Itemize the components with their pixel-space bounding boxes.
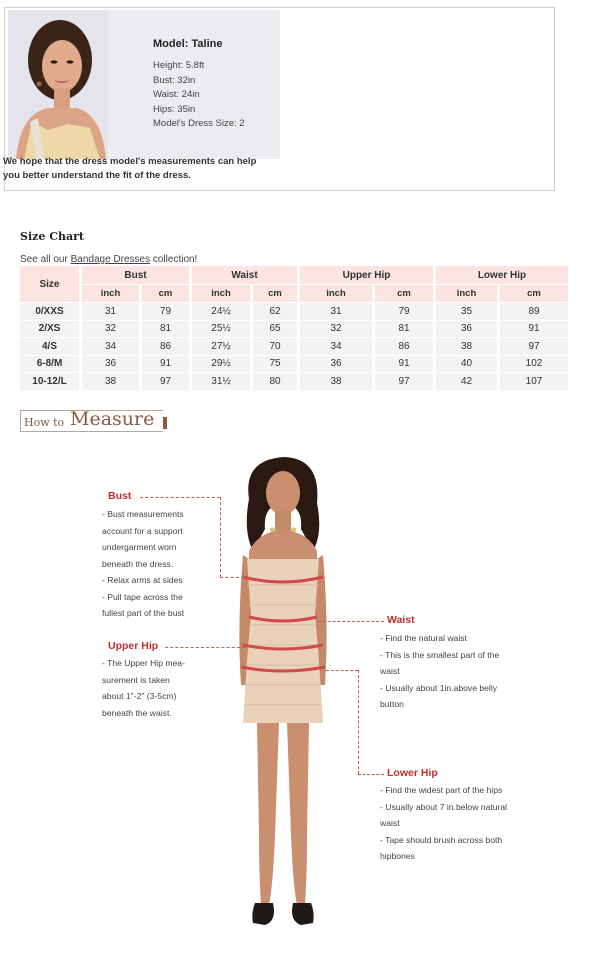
lower-hip-leader-line bbox=[326, 670, 358, 671]
table-cell: 97 bbox=[375, 372, 436, 390]
size-cell: 0/XXS bbox=[20, 302, 82, 320]
bust-leader-line-vertical bbox=[220, 497, 221, 577]
list-item: undergarment worn bbox=[102, 542, 177, 552]
table-cell: 24½ bbox=[192, 302, 253, 320]
list-item: - This is the smallest part of the bbox=[380, 649, 500, 660]
unit-header: inch bbox=[82, 284, 142, 302]
table-cell: 91 bbox=[375, 355, 436, 373]
waist-label-title: Waist bbox=[387, 614, 415, 626]
how-to-measure-heading bbox=[20, 410, 163, 432]
table-cell: 36 bbox=[300, 355, 375, 373]
table-cell: 107 bbox=[500, 372, 571, 390]
table-cell: 42 bbox=[436, 372, 500, 390]
table-row bbox=[20, 337, 571, 355]
waist-leader-line bbox=[318, 621, 384, 622]
list-item: - Find the natural waist bbox=[380, 633, 467, 643]
lower-hip-instructions bbox=[380, 782, 507, 865]
table-cell: 27½ bbox=[192, 337, 253, 355]
table-cell: 62 bbox=[253, 302, 300, 320]
table-cell: 81 bbox=[375, 320, 436, 338]
model-note bbox=[3, 155, 273, 183]
table-cell: 36 bbox=[436, 320, 500, 338]
bust-label-title: Bust bbox=[108, 490, 132, 502]
list-item: - Relax arms at sides bbox=[102, 575, 183, 585]
size-cell: 6-8/M bbox=[20, 355, 82, 373]
table-cell: 29½ bbox=[192, 355, 253, 373]
table-row bbox=[20, 302, 571, 320]
list-item: - Tape should brush across both bbox=[380, 834, 503, 845]
table-cell: 34 bbox=[82, 337, 142, 355]
table-cell: 79 bbox=[375, 302, 436, 320]
model-waist: Waist: 24in bbox=[153, 89, 200, 100]
unit-header: cm bbox=[500, 284, 571, 302]
lower-hip-group-header: Lower Hip bbox=[436, 266, 571, 284]
table-cell: 31½ bbox=[192, 372, 253, 390]
unit-header: cm bbox=[253, 284, 300, 302]
bust-leader-line-end bbox=[220, 577, 250, 578]
list-item: - Find the widest part of the hips bbox=[380, 785, 503, 795]
size-cell: 4/S bbox=[20, 337, 82, 355]
bandage-dresses-link[interactable]: Bandage Dresses bbox=[70, 254, 151, 265]
table-cell: 86 bbox=[142, 337, 192, 355]
waist-group-header: Waist bbox=[192, 266, 300, 284]
table-cell: 75 bbox=[253, 355, 300, 373]
list-item: about 1"-2" (3-5cm) bbox=[102, 691, 177, 701]
model-stats bbox=[153, 59, 245, 132]
table-cell: 91 bbox=[142, 355, 192, 373]
how-to-text: How to bbox=[24, 416, 65, 429]
list-item: - The Upper Hip mea- bbox=[102, 658, 185, 668]
table-cell: 36 bbox=[82, 355, 142, 373]
upper-hip-label-title: Upper Hip bbox=[108, 640, 159, 652]
model-name: Model: Taline bbox=[153, 38, 223, 50]
table-cell: 32 bbox=[300, 320, 375, 338]
waist-instructions bbox=[380, 630, 499, 713]
model-hips: Hips: 35in bbox=[153, 103, 196, 115]
measure-text: Measure bbox=[70, 408, 155, 430]
table-cell: 81 bbox=[142, 320, 192, 338]
table-row bbox=[20, 355, 571, 373]
list-item: beneath the dress. bbox=[102, 558, 174, 569]
list-item: button bbox=[380, 699, 404, 709]
unit-header: cm bbox=[142, 284, 192, 302]
model-bust: Bust: 32in bbox=[153, 74, 196, 86]
table-cell: 91 bbox=[500, 320, 571, 338]
list-item: - Bust measurements bbox=[102, 509, 184, 519]
unit-header: inch bbox=[300, 284, 375, 302]
model-note-line-1: We hope that the dress model's measurements can help bbox=[3, 156, 257, 167]
bust-instructions bbox=[102, 506, 184, 622]
upper-hip-group-header: Upper Hip bbox=[300, 266, 436, 284]
table-cell: 97 bbox=[142, 372, 192, 390]
table-cell: 40 bbox=[436, 355, 500, 373]
model-note-line-2: you better understand the fit of the dress. bbox=[3, 170, 191, 181]
unit-header: cm bbox=[375, 284, 436, 302]
bust-group-header: Bust bbox=[82, 266, 192, 284]
list-item: hipbones bbox=[380, 851, 415, 861]
table-cell: 80 bbox=[253, 372, 300, 390]
table-cell: 35 bbox=[436, 302, 500, 320]
table-cell: 31 bbox=[300, 302, 375, 320]
table-cell: 38 bbox=[300, 372, 375, 390]
table-cell: 102 bbox=[500, 355, 571, 373]
model-height: Height: 5.8ft bbox=[153, 60, 205, 71]
table-cell: 31 bbox=[82, 302, 142, 320]
unit-header: inch bbox=[436, 284, 500, 302]
list-item: - Usually about 1in.above belly bbox=[380, 682, 498, 693]
list-item: surement is taken bbox=[102, 674, 170, 685]
table-row bbox=[20, 372, 571, 390]
list-item: beneath the waist. bbox=[102, 707, 172, 718]
lower-hip-label-title: Lower Hip bbox=[387, 767, 438, 779]
model-photo bbox=[8, 10, 108, 159]
bust-leader-line bbox=[140, 497, 220, 498]
upper-hip-leader-line bbox=[165, 647, 245, 648]
table-cell: 89 bbox=[500, 302, 571, 320]
list-item: waist bbox=[380, 666, 400, 676]
list-item: fullest part of the bust bbox=[102, 608, 185, 618]
table-cell: 97 bbox=[500, 337, 571, 355]
see-all-suffix: collection! bbox=[150, 254, 198, 265]
table-cell: 34 bbox=[300, 337, 375, 355]
table-cell: 38 bbox=[436, 337, 500, 355]
table-cell: 32 bbox=[82, 320, 142, 338]
size-table bbox=[20, 266, 571, 390]
table-cell: 38 bbox=[82, 372, 142, 390]
upper-hip-instructions bbox=[102, 655, 185, 721]
table-cell: 70 bbox=[253, 337, 300, 355]
see-all-prefix: See all our bbox=[20, 254, 71, 265]
list-item: - Pull tape across the bbox=[102, 591, 183, 602]
table-cell: 86 bbox=[375, 337, 436, 355]
table-cell: 25½ bbox=[192, 320, 253, 338]
model-dress-size: Model's Dress Size: 2 bbox=[153, 118, 245, 129]
table-cell: 65 bbox=[253, 320, 300, 338]
measurement-figure bbox=[213, 455, 353, 935]
lower-hip-leader-line-end bbox=[358, 774, 384, 775]
table-cell: 79 bbox=[142, 302, 192, 320]
heading-marker bbox=[163, 417, 167, 429]
list-item: waist bbox=[380, 818, 400, 828]
unit-header: inch bbox=[192, 284, 253, 302]
size-cell: 10-12/L bbox=[20, 372, 82, 390]
list-item: - Usually about 7 in.below natural bbox=[380, 801, 508, 812]
list-item: account for a support bbox=[102, 525, 183, 536]
size-chart-title: Size Chart bbox=[20, 230, 84, 243]
table-row bbox=[20, 320, 571, 338]
size-chart-subtitle bbox=[20, 254, 197, 265]
lower-hip-leader-line-vertical bbox=[358, 670, 359, 774]
size-cell: 2/XS bbox=[20, 320, 82, 338]
size-column-header: Size bbox=[20, 266, 82, 302]
